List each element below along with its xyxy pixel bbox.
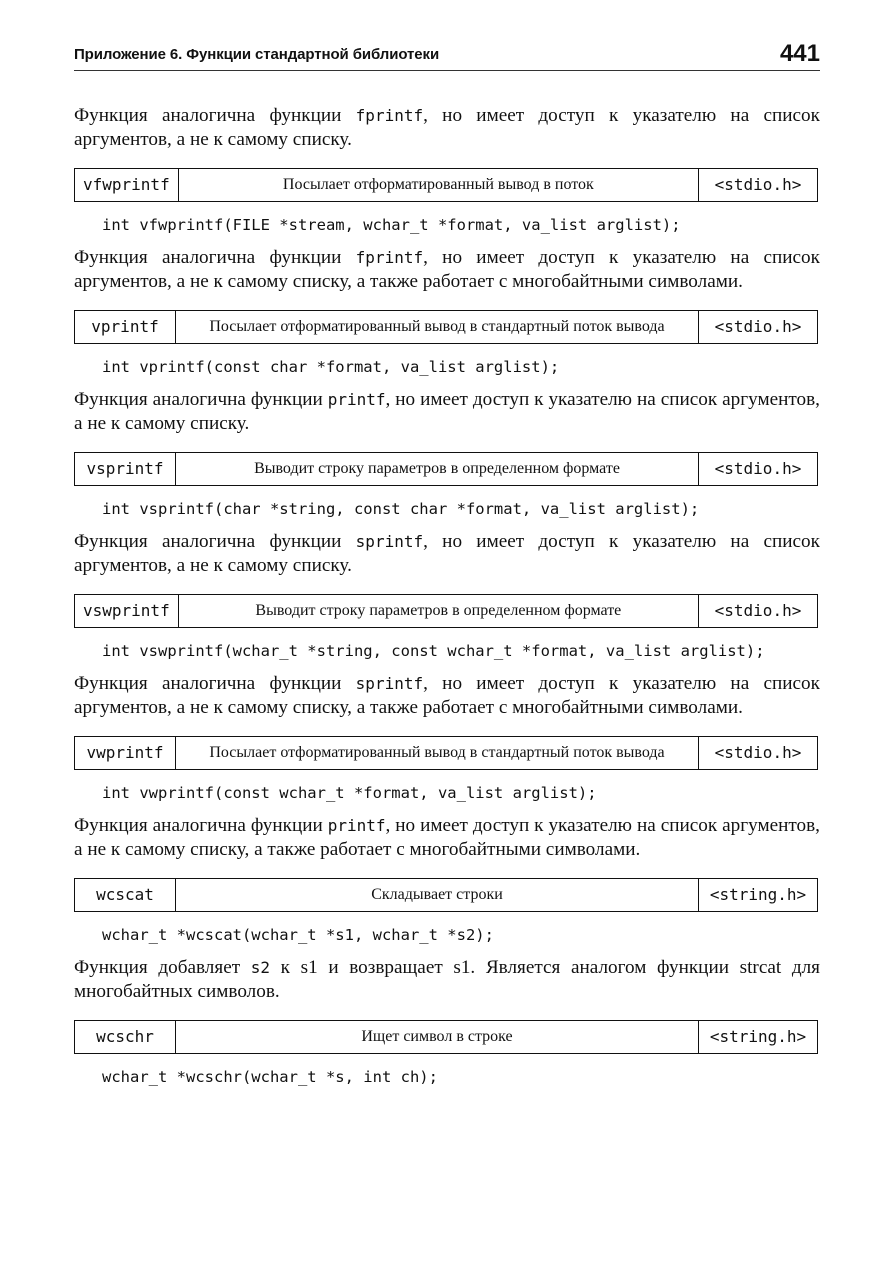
paragraph-text-after: , но имеет доступ к указателю на список аргументов, а не к самому списку.	[74, 531, 820, 576]
function-header-file: <stdio.h>	[699, 595, 818, 628]
function-table	[74, 1020, 818, 1054]
function-table-row	[75, 311, 818, 344]
function-table	[74, 736, 818, 770]
function-prototype: int vsprintf(char *string, const char *format, va_list arglist);	[102, 500, 700, 518]
paragraph-text-before: Функция аналогична функции	[74, 531, 356, 552]
function-description: Выводит строку параметров в определенном формате	[178, 595, 698, 628]
paragraph-text-after: , но имеет доступ к указателю на список аргументов, а не к самому списку, а также работает с многобайтными символами.	[74, 815, 820, 860]
paragraph-text-after: , но имеет доступ к указателю на список аргументов, а не к самому списку, а также работает с многобайтными символами.	[74, 247, 820, 292]
function-prototype: int vprintf(const char *format, va_list arglist);	[102, 358, 560, 376]
paragraph-text-after: , но имеет доступ к указателю на список аргументов, а не к самому списку, а также работает с многобайтными символами.	[74, 673, 820, 718]
function-table-row	[75, 169, 818, 202]
paragraph-text-before: Функция аналогична функции	[74, 673, 356, 694]
paragraph-code: printf	[327, 390, 386, 409]
function-description-paragraph	[74, 672, 820, 720]
function-table	[74, 168, 818, 202]
function-prototype: int vfwprintf(FILE *stream, wchar_t *format, va_list arglist);	[102, 216, 681, 234]
function-table	[74, 878, 818, 912]
paragraph-text-after: к s1 и возвращает s1. Является аналогом функции strcat для многобайтных символов.	[74, 957, 821, 1002]
function-name: wcscat	[75, 879, 176, 912]
function-prototype: int vswprintf(wchar_t *string, const wchar_t *format, va_list arglist);	[102, 642, 765, 660]
paragraph-code: s2	[250, 958, 271, 977]
function-entry-vsprintf	[74, 452, 820, 578]
function-name: vsprintf	[75, 453, 176, 486]
running-title: Приложение 6. Функции стандартной библиотеки	[74, 46, 440, 63]
page-number: 441	[779, 40, 820, 67]
function-description: Складывает строки	[176, 879, 699, 912]
function-description: Посылает отформатированный вывод в стандартный поток вывода	[176, 737, 699, 770]
paragraph-code: fprintf	[355, 248, 424, 267]
function-description-paragraph	[74, 814, 820, 862]
function-description-paragraph	[74, 246, 820, 294]
function-header-file: <stdio.h>	[699, 169, 818, 202]
function-entry-vprintf	[74, 310, 820, 436]
intro-code: fprintf	[355, 106, 424, 125]
function-description-paragraph	[74, 530, 820, 578]
function-description-paragraph	[74, 956, 820, 1004]
function-table	[74, 310, 818, 344]
function-table-row	[75, 595, 818, 628]
function-table-row	[75, 453, 818, 486]
function-header-file: <stdio.h>	[699, 453, 818, 486]
function-entry-vwprintf	[74, 736, 820, 862]
intro-text-before: Функция аналогична функции	[74, 105, 356, 126]
function-name: vswprintf	[75, 595, 179, 628]
intro-text-after: , но имеет доступ к указателю на список аргументов, а не к самому списку.	[74, 105, 820, 150]
page-header	[74, 40, 820, 71]
function-table-row	[75, 737, 818, 770]
paragraph-text-before: Функция добавляет	[74, 957, 251, 978]
function-description-paragraph	[74, 388, 820, 436]
function-header-file: <string.h>	[699, 1021, 818, 1054]
function-entry-wcschr	[74, 1020, 820, 1088]
function-table-row	[75, 1021, 818, 1054]
function-description: Выводит строку параметров в определенном формате	[176, 453, 699, 486]
function-name: vwprintf	[75, 737, 176, 770]
paragraph-code: printf	[327, 816, 386, 835]
paragraph-text-before: Функция аналогична функции	[74, 389, 328, 410]
function-prototype: wchar_t *wcschr(wchar_t *s, int ch);	[102, 1068, 438, 1086]
function-name: wcschr	[75, 1021, 176, 1054]
function-prototype: int vwprintf(const wchar_t *format, va_list arglist);	[102, 784, 597, 802]
function-prototype: wchar_t *wcscat(wchar_t *s1, wchar_t *s2);	[102, 926, 494, 944]
function-entry-vswprintf	[74, 594, 820, 720]
paragraph-text-before: Функция аналогична функции	[74, 247, 356, 268]
function-description: Посылает отформатированный вывод в поток	[178, 169, 698, 202]
function-header-file: <stdio.h>	[699, 311, 818, 344]
function-description: Ищет символ в строке	[176, 1021, 699, 1054]
function-entry-wcscat	[74, 878, 820, 1004]
paragraph-text-before: Функция аналогична функции	[74, 815, 328, 836]
function-name: vprintf	[75, 311, 176, 344]
function-header-file: <stdio.h>	[699, 737, 818, 770]
function-header-file: <string.h>	[699, 879, 818, 912]
page-content	[74, 104, 820, 1098]
function-name: vfwprintf	[75, 169, 179, 202]
function-table	[74, 452, 818, 486]
function-description: Посылает отформатированный вывод в стандартный поток вывода	[176, 311, 699, 344]
paragraph-text-after: , но имеет доступ к указателю на список аргументов, а не к самому списку.	[74, 389, 820, 434]
function-entry-vfwprintf	[74, 168, 820, 294]
paragraph-code: sprintf	[355, 674, 424, 693]
function-table-row	[75, 879, 818, 912]
function-table	[74, 594, 818, 628]
function-entries	[74, 168, 820, 1088]
paragraph-code: sprintf	[355, 532, 424, 551]
intro-paragraph	[74, 104, 820, 152]
